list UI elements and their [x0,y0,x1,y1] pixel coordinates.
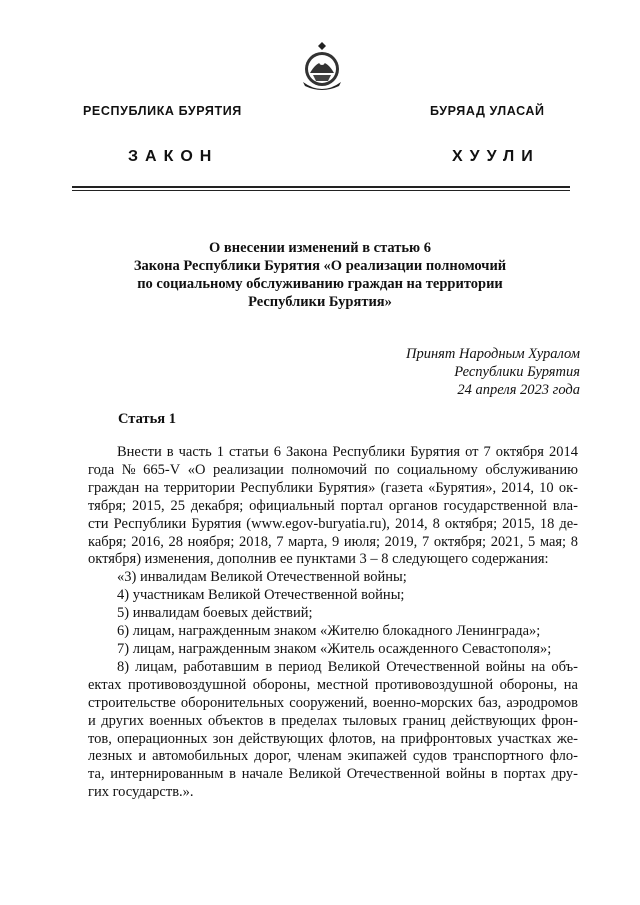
body-line: сти Республики Бурятия (www.egov-buryatia.ru), 2014, 8 октября; 2015, 18 де- [88,515,578,532]
body-line: кабря; 2016, 28 ноября; 2018, 7 марта, 9 июля; 2019, 7 октября; 2021, 5 мая; 8 [88,533,578,550]
republic-name-buryat: БУРЯАД УЛАСАЙ [430,104,545,118]
adoption-note [406,345,580,399]
title-line: О внесении изменений в статью 6 [208,240,432,256]
body-line: «3) инвалидам Великой Отечественной войны; [117,569,407,586]
article-body [88,444,578,802]
title-line: по социальному обслуживанию граждан на территории [137,276,503,292]
body-line: 7) лицам, награжденным знаком «Житель осажденного Севастополя»; [117,640,552,657]
adoption-line: Принят Народным Хуралом [405,346,580,362]
body-line: и других военных объектов в пределах тыловых границ действующих фрон- [88,712,578,729]
law-label-russian: ЗАКОН [128,148,219,165]
body-line: 8) лицам, работавшим в период Великой Отечественной войны на объ- [117,658,578,675]
adoption-date: 24 апреля 2023 года [457,382,580,398]
body-line: строительстве оборонительных сооружений, военно-морских баз, аэродромов [88,694,578,711]
coat-of-arms-icon [297,40,347,92]
body-line: ектах противовоздушной обороны, местной противовоздушной обороны, на [88,676,578,693]
body-line: 6) лицам, награжденным знаком «Жителю блокадного Ленинграда»; [117,623,541,640]
law-label-buryat: ХУУЛИ [452,148,540,165]
body-line: та, интернированным в начале Великой Отечественной войны в портах дру- [88,766,578,783]
body-line: тября; 2015, 25 декабря; официальный портал органов государственной вла- [88,497,578,514]
body-line: тов, операционных зон действующих флотов, на прифронтовых участках же- [88,730,578,747]
body-line: лезных и автомобильных дорог, членам экипажей судов транспортного фло- [88,748,578,765]
title-line: Республики Бурятия» [248,294,392,310]
header-divider [72,186,570,188]
article-heading: Статья 1 [118,411,176,427]
body-line: гих государств.». [88,784,194,801]
republic-name-russian: РЕСПУБЛИКА БУРЯТИЯ [83,104,242,118]
header-divider-thin [72,190,570,191]
body-line: 4) участникам Великой Отечественной войны; [117,587,405,604]
title-line: Закона Республики Бурятия «О реализации полномочий [133,258,507,274]
body-line: октября) изменения, дополнив ее пунктами 3 – 8 следующего содержания: [88,551,549,568]
document-title [80,239,560,311]
body-line: Внести в часть 1 статьи 6 Закона Республики Бурятия от 7 октября 2014 [117,444,578,460]
body-line: 5) инвалидам боевых действий; [117,605,313,622]
body-line: года № 665-V «О реализации полномочий по социальному обслуживанию [88,461,578,478]
body-line: граждан на территории Республики Бурятия» (газета «Бурятия», 2014, 10 ок- [88,479,578,496]
adoption-line: Республики Бурятия [454,364,580,380]
